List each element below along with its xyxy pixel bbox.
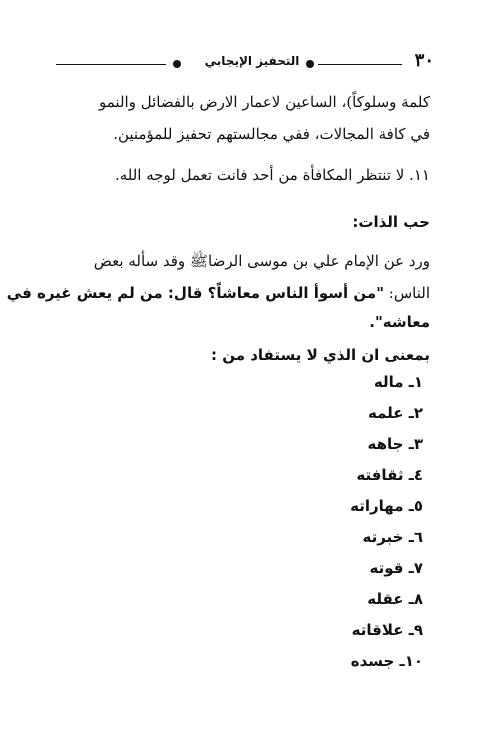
list-item: ٧ـ قوته xyxy=(369,559,423,577)
running-title: التحفيز الإيجابي xyxy=(204,54,300,68)
header-ornament-dot-right xyxy=(306,60,314,68)
paragraph-line: في كافة المجالات، ففي مجالستهم تحفيز للمؤمنين. xyxy=(113,125,430,143)
list-item: ١٠ـ جسده xyxy=(350,652,423,670)
list-item: ٩ـ علاقاته xyxy=(351,621,423,639)
header-rule-left xyxy=(56,64,166,65)
paragraph-line: ورد عن الإمام علي بن موسى الرضاﷺ وقد سأله بعض xyxy=(93,252,430,270)
list-item: ١ـ ماله xyxy=(373,373,423,391)
quote-text: "من أسوأ الناس معاشاً؟ قال: من لم يعش غيره في xyxy=(6,284,385,302)
list-item: ٦ـ خبرته xyxy=(362,528,423,546)
header-rule-right xyxy=(318,64,402,65)
numbered-list xyxy=(350,372,423,682)
header-ornament-dot-left xyxy=(173,60,181,68)
list-item: ٤ـ ثقافته xyxy=(356,466,423,484)
paragraph-text: الناس: xyxy=(384,284,430,302)
page-number: ٣٠ xyxy=(414,50,434,71)
quote-text: معاشه". xyxy=(369,313,430,331)
list-item: ٥ـ مهاراته xyxy=(350,497,423,515)
paragraph-line: كلمة وسلوكاً)، الساعين لاعمار الارض بالفضائل والنمو xyxy=(99,93,430,111)
section-heading: حب الذات: xyxy=(352,213,430,231)
list-item: ٨ـ عقله xyxy=(367,590,423,608)
paragraph-line xyxy=(6,283,430,303)
page-header xyxy=(56,50,434,74)
list-intro: بمعنى ان الذي لا يستفاد من : xyxy=(210,346,430,364)
list-item: ٣ـ جاهه xyxy=(367,435,423,453)
numbered-item-11: ١١. لا تنتظر المكافأة من أحد فانت تعمل لوجه الله. xyxy=(114,166,430,184)
list-item: ٢ـ علمه xyxy=(367,404,423,422)
